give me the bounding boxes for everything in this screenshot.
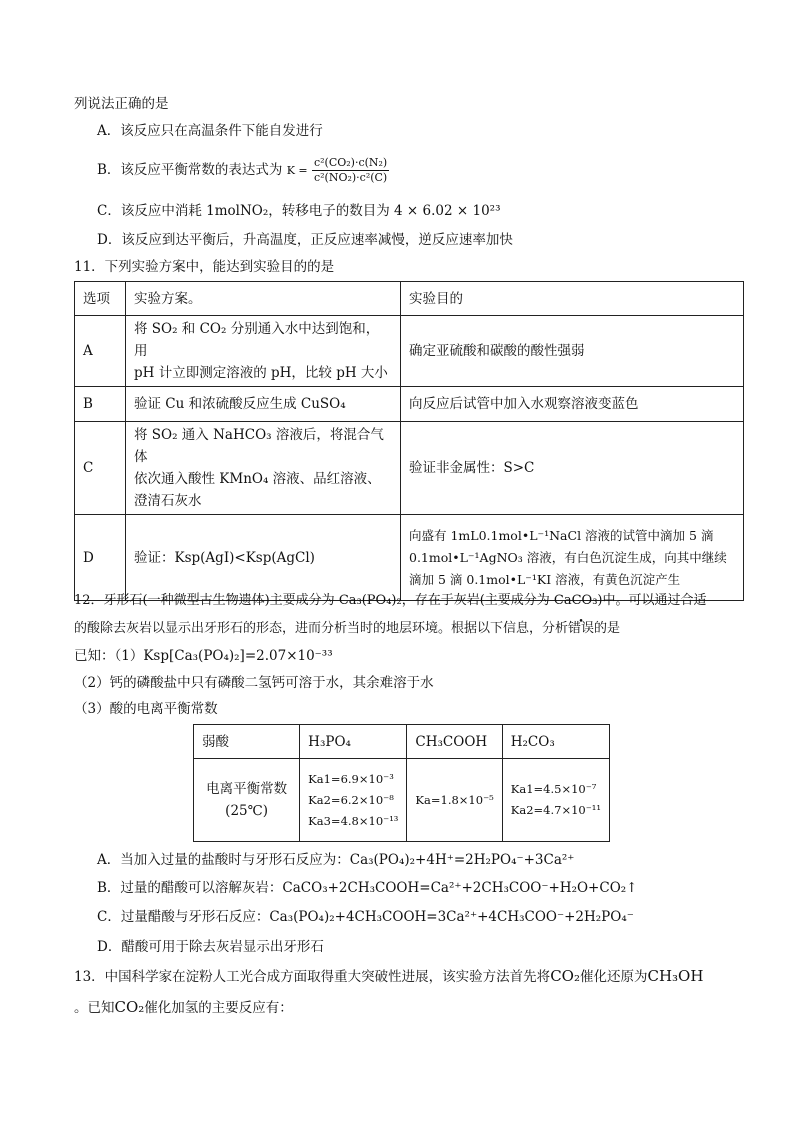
q11-row-label: B — [75, 387, 126, 422]
q12-table-header-row — [194, 725, 610, 759]
q10-option-b-k: K = — [286, 164, 308, 177]
q11-row-goal: 确定亚硫酸和碳酸的酸性强弱 — [401, 316, 744, 387]
q10-equilibrium-fraction — [312, 156, 389, 185]
q12-header-ch3cooh: CH₃COOH — [407, 725, 502, 759]
q12-ka-value: Ka2=6.2×10⁻⁸ — [308, 792, 394, 807]
q13-text: 13．中国科学家在淀粉人工光合成方面取得重大突破性进展，该实验方法首先将 — [74, 969, 551, 985]
q13-line2 — [74, 997, 293, 1018]
q10-option-a: A．该反应只在高温条件下能自发进行 — [97, 123, 323, 139]
q10-stem-tail: 列说法正确的是 — [74, 96, 169, 112]
q12-option-c: C．过量醋酸与牙形石反应：Ca₃(PO₄)₂+4CH₃COOH=3Ca²⁺+4CH₃COO⁻+2H₂PO₄⁻ — [97, 909, 634, 925]
q12-table-constant-row — [194, 759, 610, 842]
q12-stem-text-end: 的是 — [594, 621, 621, 636]
q12-ka-value: Ka1=6.9×10⁻³ — [308, 771, 394, 786]
q13-text: 催化还原为 — [579, 969, 648, 985]
q12-header-h3po4: H₃PO₄ — [300, 725, 407, 759]
q12-option-d: D．醋酸可用于除去灰岩显示出牙形石 — [97, 939, 324, 955]
q10-option-d: D．该反应到达平衡后，升高温度，正反应速率减慢，逆反应速率加快 — [97, 232, 513, 248]
q12-given-1: 已知：（1）Ksp[Ca₃(PO₄)₂]=2.07×10⁻³³ — [74, 648, 333, 664]
q12-stem-line1: 12．牙形石(一种微型古生物遗体)主要成分为 Ca₃(PO₄)₂，存在于灰岩(主要成分为 CaCO₃)中。可以通过合适 — [74, 593, 707, 608]
q12-ch3cooh-constant: Ka=1.8×10⁻⁵ — [407, 759, 502, 842]
q10-option-c — [97, 201, 501, 221]
q12-emphasis-wrong: 错误 — [568, 621, 595, 636]
q11-row-c — [75, 422, 744, 515]
q11-goal-line: 滴加 5 滴 0.1mol•L⁻¹KI 溶液，有黄色沉淀产生 — [409, 571, 681, 587]
q12-h3po4-constants — [300, 759, 407, 842]
q12-row-label: 电离平衡常数(25℃) — [194, 759, 300, 842]
q11-row-goal: 验证非金属性：S>C — [401, 422, 744, 515]
q10-fraction-denominator: c²(NO₂)·c²(C) — [313, 171, 388, 184]
q11-header-plan: 实验方案。 — [126, 282, 401, 316]
q11-row-plan — [126, 422, 401, 515]
q11-row-goal — [401, 515, 744, 601]
q12-stem-text: 的酸除去灰岩以显示出牙形石的形态，进而分析当时的地层环境。根据以下信息，分析 — [74, 621, 569, 636]
q12-given-3: （3）酸的电离平衡常数 — [74, 701, 218, 717]
q11-goal-line: 向盛有 1mL0.1mol•L⁻¹NaCl 溶液的试管中滴加 5 滴 — [409, 527, 714, 543]
q13-text: 催化加氢的主要反应有： — [144, 1000, 293, 1016]
q10-option-b — [97, 156, 389, 185]
q10-fraction-numerator: c²(CO₂)·c(N₂) — [313, 156, 388, 169]
q11-row-label: D — [75, 515, 126, 601]
q11-plan-line: 澄清石灰水 — [134, 493, 202, 509]
q12-given-2: （2）钙的磷酸盐中只有磷酸二氢钙可溶于水，其余难溶于水 — [74, 675, 434, 691]
q10-option-b-prefix: B．该反应平衡常数的表达式为 — [97, 162, 283, 178]
q13-line1 — [74, 966, 703, 987]
q11-header-row — [75, 282, 744, 316]
q10-option-c-value: 4 × 6.02 × 10²³ — [394, 203, 501, 219]
q12-ka-value: Ka1=4.5×10⁻⁷ — [510, 782, 597, 796]
q11-row-label: A — [75, 316, 126, 387]
q11-row-plan: 验证：Ksp(AgI)<Ksp(AgCl) — [126, 515, 401, 601]
q11-row-plan: 验证 Cu 和浓硫酸反应生成 CuSO₄ — [126, 387, 401, 422]
q12-header-weak-acid: 弱酸 — [194, 725, 300, 759]
q10-option-c-prefix: C．该反应中消耗 1molNO₂，转移电子的数目为 — [97, 203, 390, 219]
q11-row-b — [75, 387, 744, 422]
q11-plan-line: 将 SO₂ 和 CO₂ 分别通入水中达到饱和，用 — [134, 321, 380, 359]
q11-goal-line: 0.1mol•L⁻¹AgNO₃ 溶液，有白色沉淀生成，向其中继续 — [409, 549, 727, 565]
q11-row-a — [75, 316, 744, 387]
q12-header-h2co3: H₂CO₃ — [502, 725, 609, 759]
q12-acid-constant-table — [193, 724, 610, 842]
q12-option-a: A．当加入过量的盐酸时与牙形石反应为：Ca₃(PO₄)₂+4H⁺=2H₂PO₄⁻+3Ca²⁺ — [97, 852, 575, 868]
q12-ka-value: Ka3=4.8×10⁻¹³ — [308, 813, 399, 828]
q13-ch3oh-formula: CH₃OH — [647, 967, 704, 985]
q11-row-d — [75, 515, 744, 601]
q12-ka-value: Ka2=4.7×10⁻¹¹ — [510, 803, 601, 817]
q13-co2-formula: CO₂ — [114, 998, 145, 1016]
q13-co2-formula: CO₂ — [550, 967, 580, 985]
q12-stem-line2 — [74, 619, 620, 639]
q13-text: 。已知 — [74, 1000, 115, 1016]
q12-option-b: B．过量的醋酸可以溶解灰岩：CaCO₃+2CH₃COOH=Ca²⁺+2CH₃COO⁻+H₂O+CO₂↑ — [97, 880, 638, 896]
q11-experiment-table — [74, 281, 744, 601]
q11-plan-line: 依次通入酸性 KMnO₄ 溶液、品红溶液、 — [134, 471, 381, 487]
q11-row-plan — [126, 316, 401, 387]
q11-header-goal: 实验目的 — [401, 282, 744, 316]
q11-plan-line: 将 SO₂ 通入 NaHCO₃ 溶液后，将混合气体 — [134, 427, 384, 465]
q11-header-option: 选项 — [75, 282, 126, 316]
q12-h2co3-constants — [502, 759, 609, 842]
q11-row-label: C — [75, 422, 126, 515]
q11-plan-line: pH 计立即测定溶液的 pH，比较 pH 大小 — [134, 365, 388, 381]
q11-stem: 11．下列实验方案中，能达到实验目的的是 — [74, 259, 335, 275]
q11-row-goal: 向反应后试管中加入水观察溶液变蓝色 — [401, 387, 744, 422]
